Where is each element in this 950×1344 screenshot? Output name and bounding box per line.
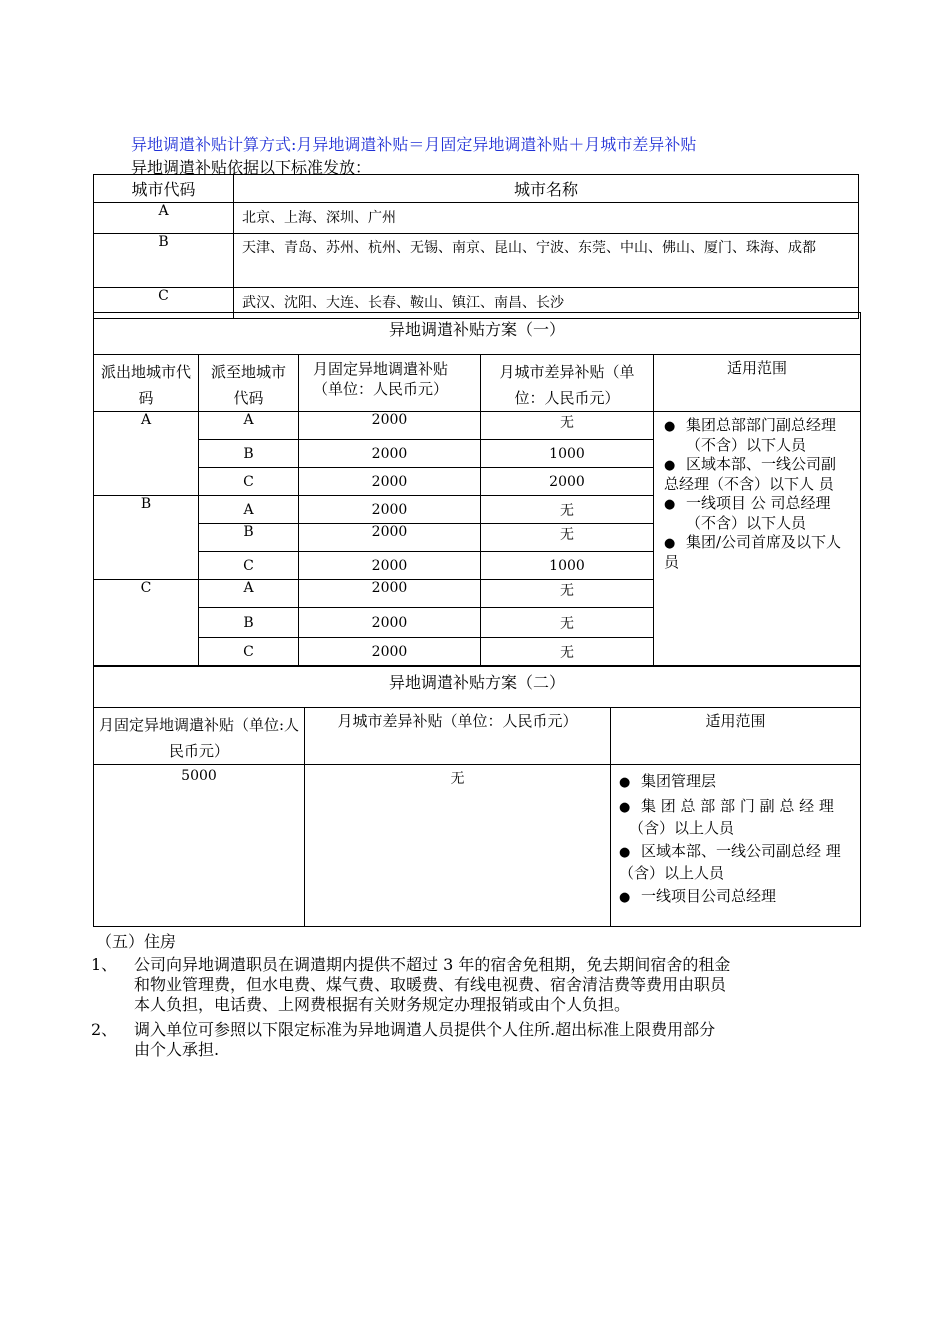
to-city-code: C (199, 638, 299, 667)
scope-item: ● 集团/公司首席及以下人 员 (664, 533, 842, 571)
fixed-allowance-value: 2000 (299, 524, 481, 552)
scope-item: ● 集团总部部门副总经理 (664, 416, 837, 434)
to-city-code: A (199, 496, 299, 524)
plan-one-title: 异地调遣补贴方案（一） (94, 313, 861, 355)
item-text-line: 和物业管理费，但水电费、煤气费、取暖费、有线电视费、宿舍清洁费等费用由职员 (134, 975, 727, 994)
diff-allowance-value: 1000 (481, 440, 654, 468)
to-city-code: A (199, 580, 299, 608)
item-number: 1、 (91, 955, 118, 974)
to-city-code: B (199, 608, 299, 638)
from-city-code: B (94, 496, 199, 580)
city-names: 武汉、沈阳、大连、长春、鞍山、镇江、南昌、长沙 (234, 288, 859, 319)
item-text-line: 调入单位可参照以下限定标准为异地调遣人员提供个人住所.超出标准上限费用部分 (134, 1020, 716, 1039)
allowance-basis: 异地调遣补贴依据以下标准发放： (131, 158, 372, 177)
bullet-icon: ● (664, 536, 676, 551)
item-text-line: 公司向异地调遣职员在调遣期内提供不超过 3 年的宿舍免租期，免去期间宿舍的租金 (134, 955, 731, 974)
scope-header: 适用范围 (654, 355, 861, 412)
fixed-allowance-value: 2000 (299, 608, 481, 638)
fixed-allowance-value: 5000 (94, 765, 305, 927)
item-number: 2、 (91, 1020, 118, 1039)
scope-item: ● 集团管理层 (619, 771, 852, 793)
to-city-code: B (199, 524, 299, 552)
city-code-table (93, 174, 859, 319)
bullet-icon: ● (619, 775, 631, 790)
fixed-allowance-header: 月固定异地调遣补贴（单位:人民币元） (94, 708, 305, 765)
bullet-icon: ● (664, 419, 676, 434)
housing-heading: （五）住房 (96, 932, 177, 951)
to-city-code: C (199, 468, 299, 496)
city-name-header: 城市名称 (234, 175, 859, 203)
diff-allowance-value: 无 (481, 412, 654, 440)
to-city-code: A (199, 412, 299, 440)
fixed-allowance-value: 2000 (299, 638, 481, 667)
diff-allowance-value: 无 (481, 580, 654, 608)
scope-item: ● 区域本部、一线公司副 总经理（不含）以下人 员 (664, 455, 837, 493)
bullet-icon: ● (619, 845, 631, 860)
fixed-allowance-value: 2000 (299, 496, 481, 524)
scope-item: （含）以上人员 (629, 819, 735, 837)
plan-two-scope (611, 765, 861, 927)
city-code-header: 城市代码 (94, 175, 234, 203)
plan-two-table (93, 665, 861, 927)
diff-allowance-value: 无 (481, 638, 654, 667)
scope-item: （不含）以下人员 (686, 514, 807, 532)
scope-item: ● 一线项目 公 司总经理 (664, 494, 831, 512)
to-city-code: C (199, 552, 299, 580)
scope-item: ● 集 团 总 部 部 门 副 总 经 理 (619, 796, 852, 818)
from-city-header: 派出地城市代码 (94, 355, 199, 412)
bullet-icon: ● (664, 458, 676, 473)
fixed-allowance-value: 2000 (299, 412, 481, 440)
fixed-allowance-header: 月固定异地调遣补贴（单位：人民币元） (299, 355, 481, 412)
city-names: 北京、上海、深圳、广州 (234, 203, 859, 234)
city-names: 天津、青岛、苏州、杭州、无锡、南京、昆山、宁波、东莞、中山、佛山、厦门、珠海、成都 (234, 234, 859, 288)
plan-one-table (93, 312, 861, 667)
fixed-allowance-value: 2000 (299, 552, 481, 580)
to-city-header: 派至地城市代码 (199, 355, 299, 412)
item-text-line: 由个人承担. (134, 1040, 220, 1059)
scope-item: ● 一线项目公司总经理 (619, 886, 852, 908)
diff-allowance-header: 月城市差异补贴（单位：人民币元） (481, 355, 654, 412)
diff-allowance-header: 月城市差异补贴（单位：人民币元） (305, 708, 611, 765)
fixed-allowance-value: 2000 (299, 580, 481, 608)
diff-allowance-value: 2000 (481, 468, 654, 496)
bullet-icon: ● (619, 800, 631, 815)
scope-item: ● 区域本部、一线公司副总经 理（含）以上人员 (619, 842, 841, 882)
diff-allowance-value: 无 (481, 496, 654, 524)
diff-allowance-value: 无 (481, 524, 654, 552)
to-city-code: B (199, 440, 299, 468)
from-city-code: A (94, 412, 199, 496)
plan-one-scope (654, 412, 861, 667)
diff-allowance-value: 1000 (481, 552, 654, 580)
city-code: A (94, 203, 234, 234)
city-code: C (94, 288, 234, 319)
housing-item (91, 1020, 861, 1060)
diff-allowance-value: 无 (305, 765, 611, 927)
fixed-allowance-value: 2000 (299, 440, 481, 468)
bullet-icon: ● (619, 890, 631, 905)
scope-item: （不含）以下人员 (686, 436, 807, 454)
from-city-code: C (94, 580, 199, 667)
allowance-formula: 异地调遣补贴计算方式:月异地调遣补贴＝月固定异地调遣补贴＋月城市差异补贴 (131, 135, 697, 154)
bullet-icon: ● (664, 497, 676, 512)
fixed-allowance-value: 2000 (299, 468, 481, 496)
item-text-line: 本人负担，电话费、上网费根据有关财务规定办理报销或由个人负担。 (134, 995, 631, 1014)
city-code: B (94, 234, 234, 288)
diff-allowance-value: 无 (481, 608, 654, 638)
scope-header: 适用范围 (611, 708, 861, 765)
plan-two-title: 异地调遣补贴方案（二） (94, 666, 861, 708)
housing-item (91, 955, 861, 1015)
